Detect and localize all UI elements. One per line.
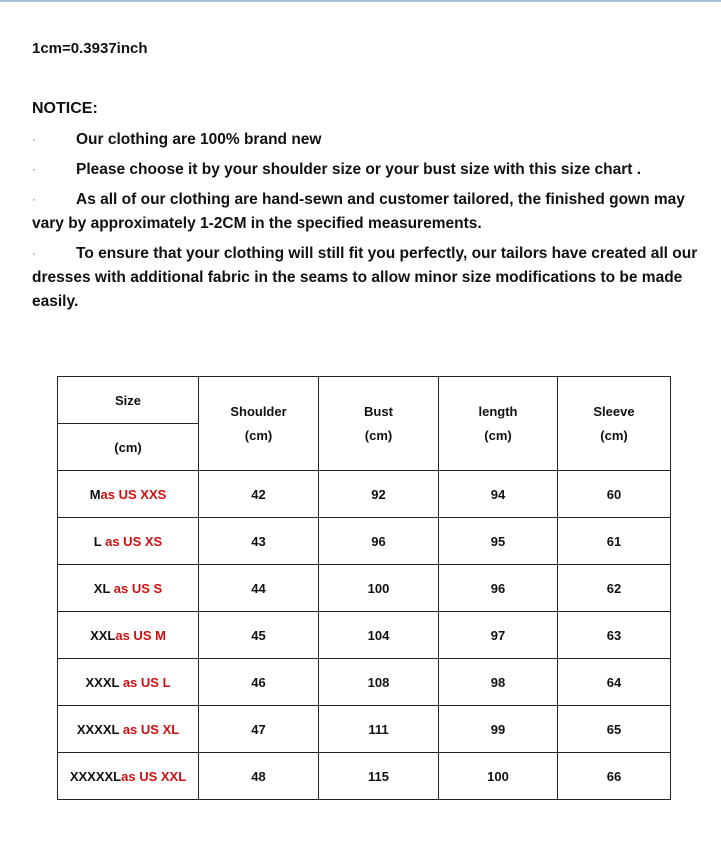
top-border-line [0,0,721,2]
length-value-cell: 96 [439,565,558,612]
size-label-cell [58,565,199,612]
table-row [58,659,671,706]
shoulder-header-cell: Shoulder (cm) [199,377,319,471]
length-value-cell: 97 [439,612,558,659]
shoulder-value-cell: 48 [199,753,319,800]
notice-item: · Please choose it by your shoulder size or your bust size with this size chart . [32,158,702,182]
length-value-cell: 94 [439,471,558,518]
size-label-cell [58,706,199,753]
size-label-cell [58,659,199,706]
shoulder-value-cell: 45 [199,612,319,659]
table-row [58,706,671,753]
size-name: L [93,533,106,549]
notice-item: · Our clothing are 100% brand new [32,128,702,152]
bullet-icon: · [32,248,36,260]
size-label-cell [58,612,199,659]
length-value-cell: 99 [439,706,558,753]
notice-item: · To ensure that your clothing will still fit you perfectly, our tailors have created all our dresses with additional fabric in the seams to allow minor size modifications to be made easily. [32,242,702,314]
table-row [58,518,671,565]
size-name: M [89,486,101,502]
shoulder-value-cell: 42 [199,471,319,518]
size-name: XXL [90,627,116,643]
size-label-cell [58,753,199,800]
bullet-icon: · [32,134,36,146]
bust-value-cell: 108 [319,659,439,706]
shoulder-value-cell: 47 [199,706,319,753]
sleeve-value-cell: 62 [558,565,671,612]
sleeve-value-cell: 66 [558,753,671,800]
size-name: XXXXXL [69,768,122,784]
sleeve-value-cell: 65 [558,706,671,753]
size-label-cell [58,518,199,565]
table-row [58,612,671,659]
shoulder-value-cell: 44 [199,565,319,612]
size-header-cell: Size [58,377,199,424]
table-row [58,565,671,612]
length-header-cell: length (cm) [439,377,558,471]
bust-value-cell: 100 [319,565,439,612]
size-chart-table [57,376,671,800]
us-size-equivalent: as US XXS [100,486,167,502]
bust-value-cell: 111 [319,706,439,753]
length-value-cell: 98 [439,659,558,706]
notice-title: NOTICE: [32,100,98,117]
us-size-equivalent: as US L [122,674,171,690]
shoulder-value-cell: 43 [199,518,319,565]
sleeve-value-cell: 63 [558,612,671,659]
us-size-equivalent: as US S [113,580,163,596]
size-name: XL [93,580,114,596]
notice-item: · As all of our clothing are hand-sewn and customer tailored, the finished gown may vary by approximately 1-2CM in the specified measurements. [32,188,702,236]
shoulder-value-cell: 46 [199,659,319,706]
bust-value-cell: 104 [319,612,439,659]
bust-value-cell: 115 [319,753,439,800]
sleeve-header-cell: Sleeve (cm) [558,377,671,471]
bust-header-cell: Bust (cm) [319,377,439,471]
bullet-icon: · [32,164,36,176]
sleeve-value-cell: 64 [558,659,671,706]
sleeve-value-cell: 61 [558,518,671,565]
bust-value-cell: 96 [319,518,439,565]
header-row [58,377,671,424]
us-size-equivalent: as US XS [105,533,163,549]
table-row [58,471,671,518]
notice-list [32,128,702,320]
sleeve-value-cell: 60 [558,471,671,518]
length-value-cell: 100 [439,753,558,800]
unit-conversion: 1cm=0.3937inch [32,40,148,57]
us-size-equivalent: as US XXL [121,768,187,784]
us-size-equivalent: as US XL [122,721,180,737]
us-size-equivalent: as US M [115,627,166,643]
size-label-cell [58,471,199,518]
size-name: XXXXL [76,721,123,737]
size-unit-cell: (cm) [58,424,199,471]
table-row [58,753,671,800]
size-name: XXXL [85,674,123,690]
bust-value-cell: 92 [319,471,439,518]
length-value-cell: 95 [439,518,558,565]
bullet-icon: · [32,194,36,206]
